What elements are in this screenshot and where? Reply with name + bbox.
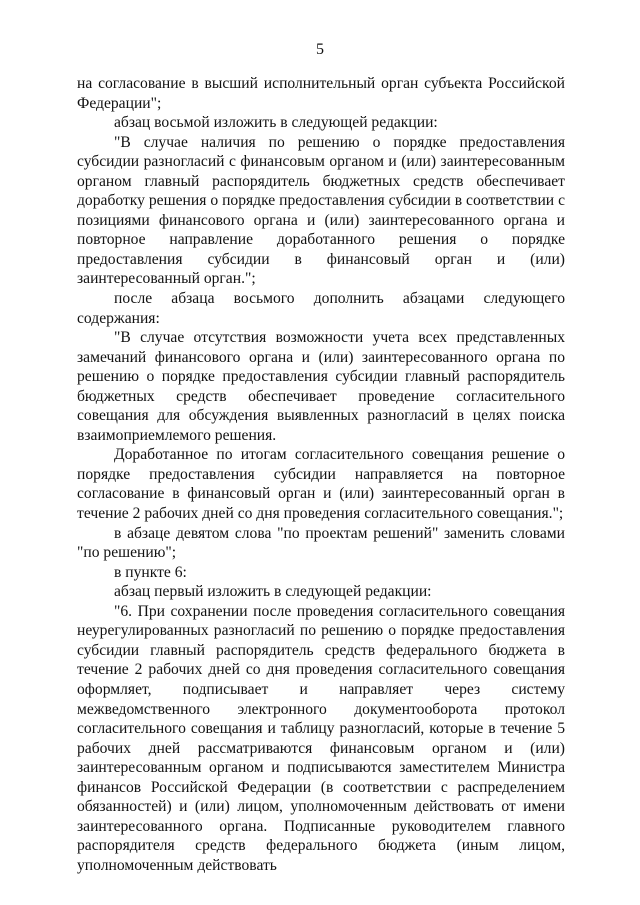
document-body bbox=[77, 74, 565, 875]
paragraph: в пункте 6: bbox=[114, 563, 187, 581]
paragraph: абзац восьмой изложить в следующей редакции: bbox=[114, 114, 438, 132]
paragraph: "6. При сохранении после проведения согласительного совещания неурегулированных разногласий по решению о порядке предоставления субсидии главный распорядитель средств федерального бюджета в течение 2 рабочих дней со дня проведения согласительного совещания оформляет, подписывает и направляет через систему межведомственного электронного документооборота протокол согласительного совещания и таблицу разногласий, которые в течение 5 рабочих дней рассматриваются финансовым органом и (или) заинтересованным органом и подписываются заместителем Министра финансов Российской Федерации (в соответствии с распределением обязанностей) и (или) лицом, уполномоченным действовать от имени заинтересованного органа. Подписанные руководителем главного распорядителя средств федерального бюджета (иным лицом, уполномоченным действовать bbox=[77, 602, 565, 874]
paragraph: абзац первый изложить в следующей редакции: bbox=[114, 583, 432, 601]
page-number: 5 bbox=[316, 41, 324, 58]
paragraph: Доработанное по итогам согласительного совещания решение о порядке предоставления субсидии направляется на повторное согласование в финансовый орган и (или) заинтересованный орган в течение 2 рабочих дней со дня проведения согласительного совещания."; bbox=[77, 446, 565, 523]
paragraph: "В случае отсутствия возможности учета всех представленных замечаний финансового органа и (или) заинтересованного органа по решению о порядке предоставления субсидии главный распорядитель бюджетных средств обеспечивает проведение согласительного совещания для обсуждения выявленных разногласий в целях поиска взаимоприемлемого решения. bbox=[77, 329, 565, 444]
paragraph: в абзаце девятом слова "по проектам решений" заменить словами "по решению"; bbox=[77, 524, 565, 562]
paragraph: на согласование в высший исполнительный орган субъекта Российской Федерации"; bbox=[77, 75, 565, 112]
paragraph: после абзаца восьмого дополнить абзацами следующего содержания: bbox=[77, 290, 565, 327]
paragraph: "В случае наличия по решению о порядке предоставления субсидии разногласий с финансовым органом и (или) заинтересованным органом главный распорядитель бюджетных средств обеспечивает доработку решения о порядке предоставления субсидии в соответствии с позициями финансового органа и (или) заинтересованного органа и повторное направление доработанного решения о порядке предоставления субсидии в финансовый орган и (или) заинтересованный орган."; bbox=[77, 133, 565, 288]
